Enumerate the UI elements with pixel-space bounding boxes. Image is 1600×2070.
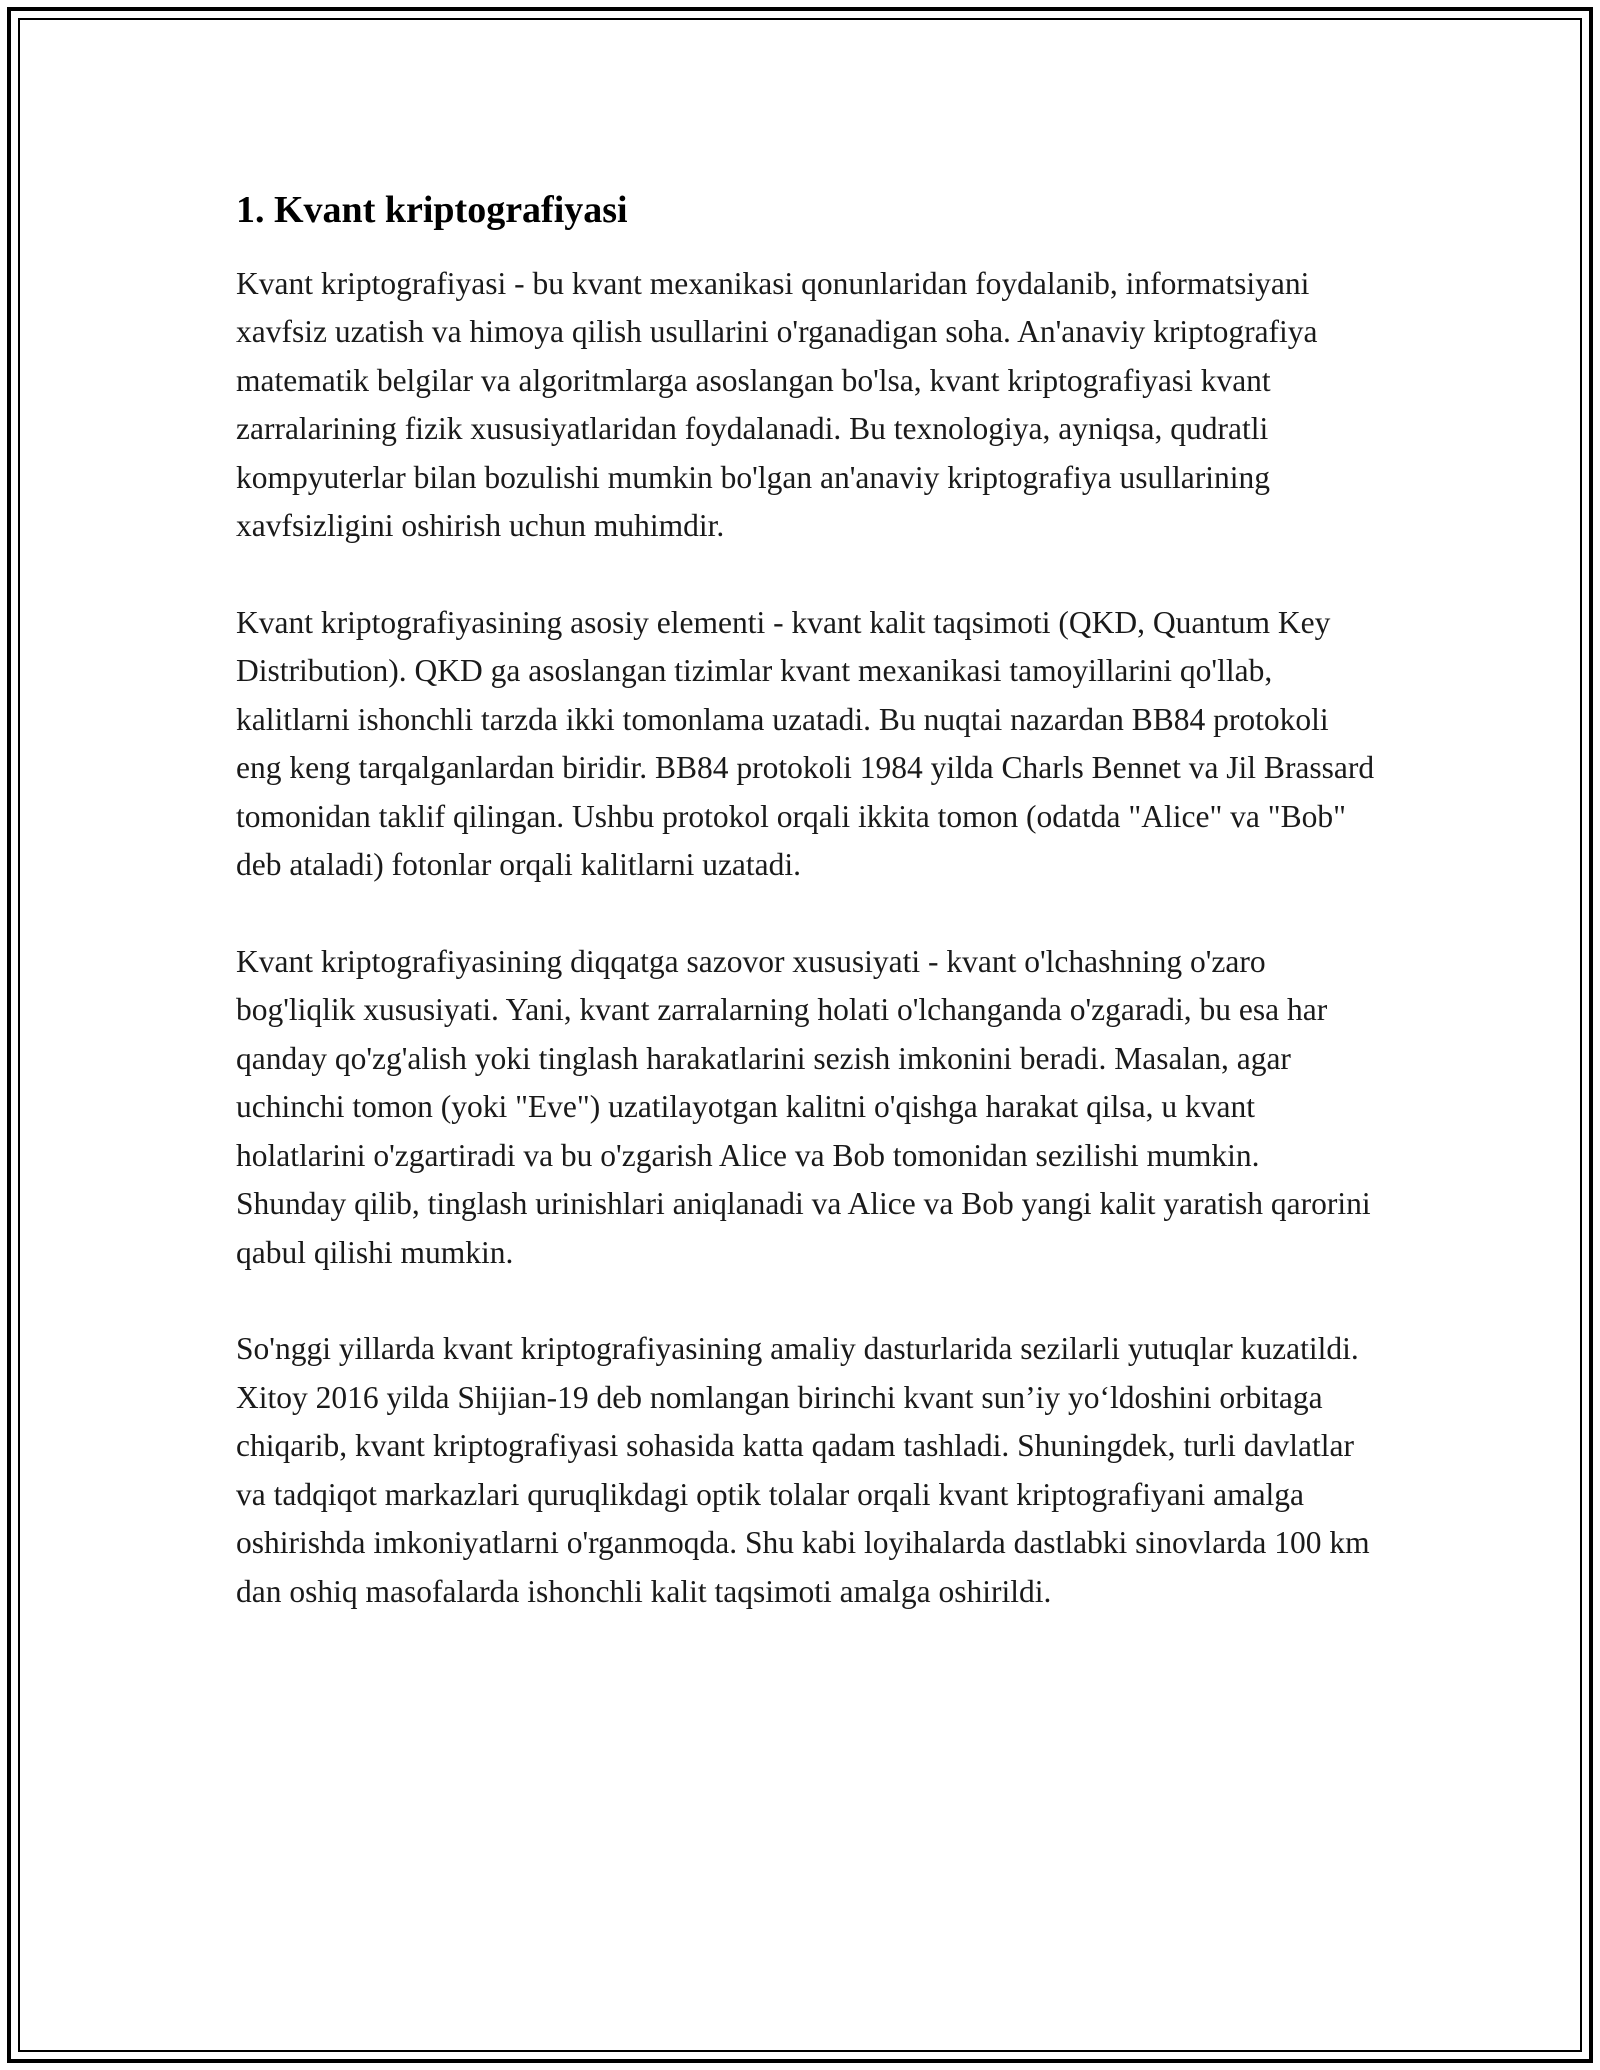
paragraph-3: Kvant kriptografiyasining diqqatga sazovor xususiyati - kvant o'lchashning o'zaro bog'liqlik xususiyati. Yani, kvant zarralarning holati o'lchanganda o'zgaradi, bu esa har qanday qo'zg'alish yoki tinglash harakatlarini sezish imkonini beradi. Masalan, agar uchinchi tomon (yoki "Eve") uzatilayotgan kalitni o'qishga harakat qilsa, u kvant holatlarini o'zgartiradi va bu o'zgarish Alice va Bob tomonidan sezilishi mumkin. Shunday qilib, tinglash urinishlari aniqlanadi va Alice va Bob yangi kalit yaratish qarorini qabul qilishi mumkin. [236,943,1371,1270]
document-body [236,188,1376,1664]
paragraph-1: Kvant kriptografiyasi - bu kvant mexanikasi qonunlaridan foydalanib, informatsiyani xavfsiz uzatish va himoya qilish usullarini o'rganadigan soha. An'anaviy kriptografiya matematik belgilar va algoritmlarga asoslangan bo'lsa, kvant kriptografiyasi kvant zarralarining fizik xususiyatlaridan foydalanadi. Bu texnologiya, ayniqsa, qudratli kompyuterlar bilan bozulishi mumkin bo'lgan an'anaviy kriptografiya usullarining xavfsizligini oshirish uchun muhimdir. [236,265,1318,544]
section-heading: 1. Kvant kriptografiyasi [236,189,628,231]
paragraph-2: Kvant kriptografiyasining asosiy elementi - kvant kalit taqsimoti (QKD, Quantum Key Distribution). QKD ga asoslangan tizimlar kvant mexanikasi tamoyillarini qo'llab, kalitlarni ishonchli tarzda ikki tomonlama uzatadi. Bu nuqtai nazardan BB84 protokoli eng keng tarqalganlardan biridir. BB84 protokoli 1984 yilda Charls Bennet va Jil Brassard tomonidan taklif qilingan. Ushbu protokol orqali ikkita tomon (odatda "Alice" va "Bob" deb ataladi) fotonlar orqali kalitlarni uzatadi. [236,604,1375,883]
paragraph-4: So'nggi yillarda kvant kriptografiyasining amaliy dasturlarida sezilarli yutuqlar kuzatildi. Xitoy 2016 yilda Shijian-19 deb nomlangan birinchi kvant sun’iy yo‘ldoshini orbitaga chiqarib, kvant kriptografiyasi sohasida katta qadam tashladi. Shuningdek, turli davlatlar va tadqiqot markazlari quruqlikdagi optik tolalar orqali kvant kriptografiyani amalga oshirishda imkoniyatlarni o'rganmoqda. Shu kabi loyihalarda dastlabki sinovlarda 100 km dan oshiq masofalarda ishonchli kalit taqsimoti amalga oshirildi. [236,1331,1370,1609]
